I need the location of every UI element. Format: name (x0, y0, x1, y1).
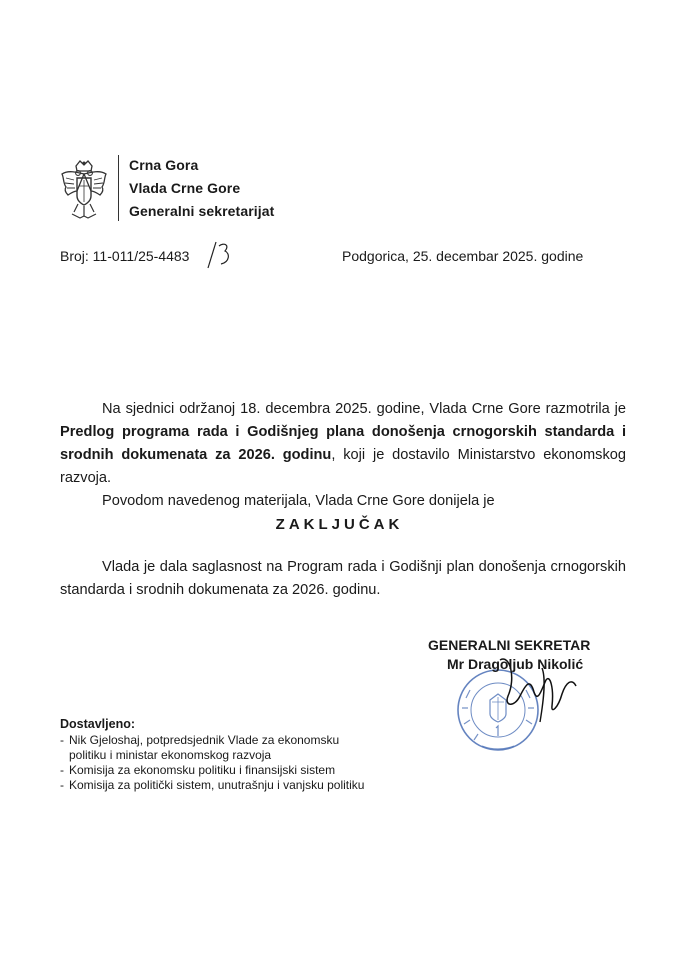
org-name-secretariat: Generalni sekretarijat (129, 203, 275, 219)
signatory-name: Mr Dragoljub Nikolić (447, 656, 584, 672)
decision-title: ZAKLJUČAK (275, 516, 404, 533)
handwritten-signature (480, 648, 590, 728)
list-item: - Komisija za politički sistem, unutrašnju i vanjsku politiku (60, 778, 365, 792)
signatory-title: GENERALNI SEKRETAR (428, 637, 591, 653)
coat-of-arms-icon (58, 160, 110, 222)
list-item: politiku i ministar ekonomskog razvoja (69, 748, 272, 762)
distribution-list (60, 733, 364, 793)
body-paragraph-1: Na sjednici održanoj 18. decembra 2025. godine, Vlada Crne Gore razmotrila je Predlog programa rada i Godišnjeg plana donošenja crnogorskih standarda i srodnih dokumenata za 2026. godinu, koji je dostavilo Ministarstvo ekonomskog razvoja. (60, 401, 626, 486)
handwritten-suffix (206, 240, 232, 270)
reference-number (60, 248, 189, 264)
list-item: - Nik Gjeloshaj, potpredsjednik Vlade za ekonomsku (60, 733, 340, 747)
decision-text: Vlada je dala saglasnost na Program rada i Godišnji plan donošenja crnogorskih standarda i srodnih dokumenata za 2026. godinu. (60, 559, 626, 598)
body-paragraph-2: Povodom navedenog materijala, Vlada Crne Gore donijela je (102, 493, 495, 509)
material-title: Predlog programa rada i Godišnjeg plana donošenja crnogorskih standarda i srodnih dokumenata za 2026. godinu (60, 424, 626, 463)
distribution-title: Dostavljeno: (60, 717, 136, 731)
org-name-government: Vlada Crne Gore (129, 180, 241, 196)
place-and-date: Podgorica, 25. decembar 2025. godine (342, 248, 584, 264)
reference-number-text: Broj: 11-011/25-4483 (60, 248, 190, 264)
org-name-country: Crna Gora (129, 157, 199, 173)
body-text (60, 398, 626, 513)
list-item: - Komisija za ekonomsku politiku i finansijski sistem (60, 763, 336, 777)
letterhead-divider (118, 155, 119, 221)
